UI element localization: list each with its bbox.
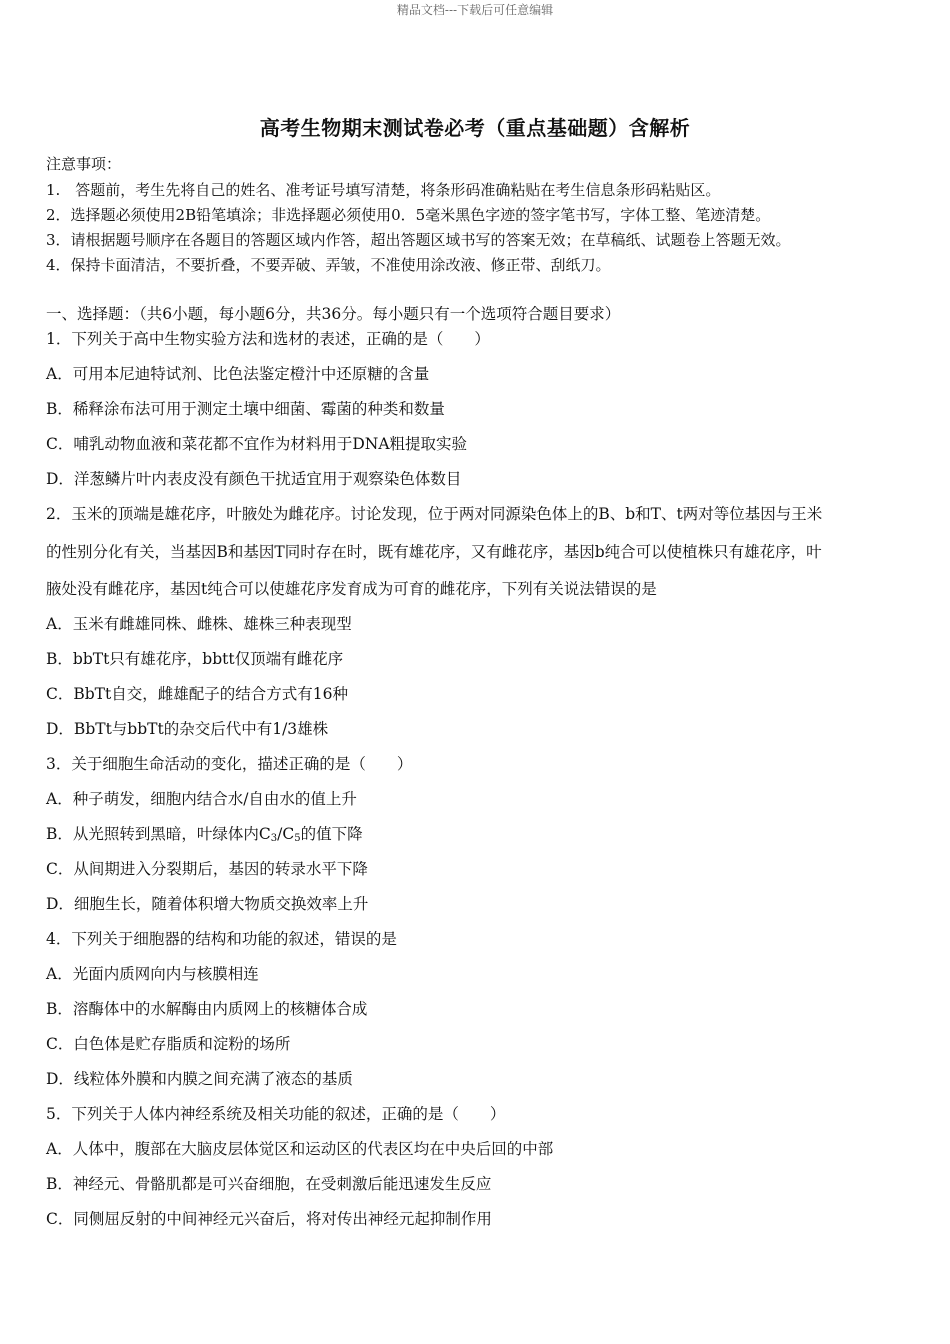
q4-option-b: B．溶酶体中的水解酶由内质网上的核糖体合成	[46, 1000, 368, 1018]
q3-option-b-sub1: 3	[270, 833, 278, 844]
q2-option-b: B．bbTt只有雄花序，bbtt仅顶端有雌花序	[46, 650, 344, 668]
q2-stem-line1: 2．玉米的顶端是雄花序，叶腋处为雌花序。讨论发现，位于两对同源染色体上的B、b和T、t两对等位基因与王米	[46, 505, 823, 523]
q5-stem: 5．下列关于人体内神经系统及相关功能的叙述，正确的是（ ）	[46, 1105, 506, 1123]
q1-stem: 1．下列关于高中生物实验方法和选材的表述，正确的是（ ）	[46, 330, 490, 348]
q1-option-b: B．稀释涂布法可用于测定土壤中细菌、霉菌的种类和数量	[46, 400, 445, 418]
q3-option-b-pre: B．从光照转到黑暗，叶绿体内C	[46, 825, 271, 843]
q3-option-b-mid: /C	[277, 825, 295, 843]
q3-option-b-post: 的值下降	[300, 825, 363, 843]
q1-option-a: A．可用本尼迪特试剂、比色法鉴定橙汁中还原糖的含量	[46, 365, 430, 383]
notice-item-2: 2．选择题必须使用2B铅笔填涂；非选择题必须使用0．5毫米黑色字迹的签字笔书写，字体工整、笔迹清楚。	[46, 206, 771, 224]
q2-stem-line3: 腋处没有雌花序，基因t纯合可以使雄花序发育成为可育的雌花序，下列有关说法错误的是	[46, 580, 657, 598]
q2-option-a: A．玉米有雌雄同株、雌株、雄株三种表现型	[46, 615, 352, 633]
page-title: 高考生物期末测试卷必考（重点基础题）含解析	[259, 116, 691, 140]
q2-stem-line2: 的性别分化有关，当基因B和基因T同时存在时，既有雄花序，又有雌花序，基因b纯合可以使植株只有雄花序，叶	[46, 543, 822, 561]
q4-option-d: D．线粒体外膜和内膜之间充满了液态的基质	[46, 1070, 353, 1088]
q2-option-c: C．BbTt自交，雌雄配子的结合方式有16种	[46, 685, 348, 703]
q3-option-b	[46, 822, 363, 844]
q3-option-d: D．细胞生长，随着体积增大物质交换效率上升	[46, 895, 369, 913]
notice-heading: 注意事项：	[46, 155, 122, 173]
notice-item-4: 4．保持卡面清洁，不要折叠，不要弄破、弄皱，不准使用涂改液、修正带、刮纸刀。	[46, 256, 611, 274]
notice-item-3: 3．请根据题号顺序在各题目的答题区域内作答，超出答题区域书写的答案无效；在草稿纸、试题卷上答题无效。	[46, 231, 791, 249]
notice-item-1: 1. 答题前，考生先将自己的姓名、准考证号填写清楚，将条形码准确粘贴在考生信息条形码粘贴区。	[46, 181, 721, 199]
section-heading: 一、选择题：（共6小题，每小题6分，共36分。每小题只有一个选项符合题目要求）	[46, 305, 621, 323]
q3-option-b-sub2: 5	[294, 833, 301, 844]
q5-option-b: B．神经元、骨骼肌都是可兴奋细胞，在受刺激后能迅速发生反应	[46, 1175, 492, 1193]
q3-option-a: A．种子萌发，细胞内结合水/自由水的值上升	[46, 790, 357, 808]
q1-option-d: D．洋葱鳞片叶内表皮没有颜色干扰适宜用于观察染色体数目	[46, 470, 462, 488]
q4-stem: 4．下列关于细胞器的结构和功能的叙述，错误的是	[46, 930, 397, 948]
q4-option-c: C．白色体是贮存脂质和淀粉的场所	[46, 1035, 291, 1053]
q2-option-d: D．BbTt与bbTt的杂交后代中有1/3雄株	[46, 720, 329, 738]
q3-option-c: C．从间期进入分裂期后，基因的转录水平下降	[46, 860, 368, 878]
q3-stem: 3．关于细胞生命活动的变化，描述正确的是（ ）	[46, 755, 413, 773]
q4-option-a: A．光面内质网向内与核膜相连	[46, 965, 259, 983]
q1-option-c: C．哺乳动物血液和菜花都不宜作为材料用于DNA粗提取实验	[46, 435, 468, 453]
q5-option-a: A．人体中，腹部在大脑皮层体觉区和运动区的代表区均在中央后回的中部	[46, 1140, 554, 1158]
q5-option-c: C．同侧屈反射的中间神经元兴奋后，将对传出神经元起抑制作用	[46, 1210, 492, 1228]
page-header: 精品文档---下载后可任意编辑	[396, 3, 554, 17]
